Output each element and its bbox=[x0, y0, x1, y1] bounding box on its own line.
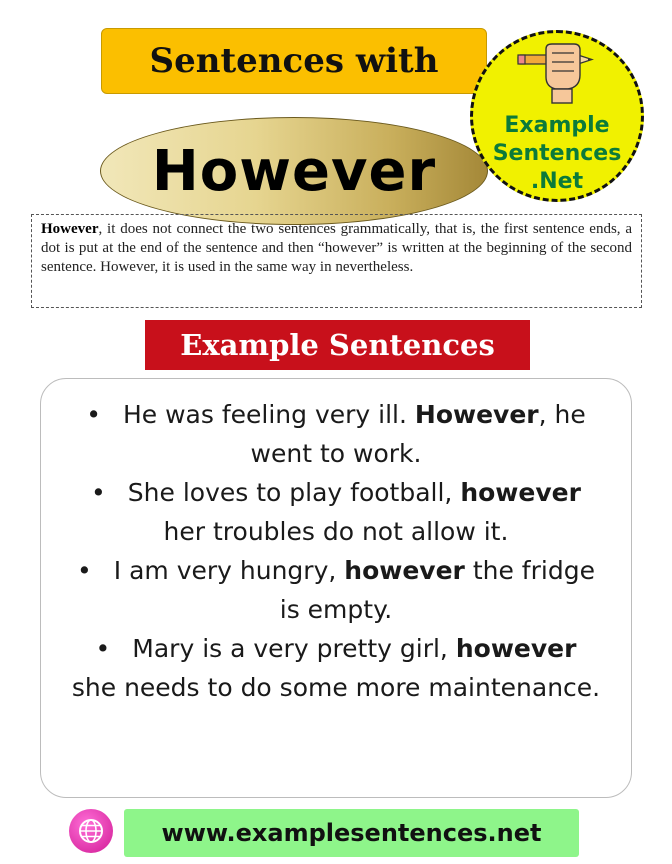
list-item bbox=[71, 551, 601, 629]
footer-url-bar[interactable] bbox=[124, 809, 579, 857]
logo-line-2: Sentences bbox=[492, 141, 622, 166]
description-box bbox=[31, 214, 642, 308]
footer-url-link[interactable]: www.examplesentences.net bbox=[161, 819, 542, 847]
globe-icon-badge[interactable] bbox=[69, 809, 113, 853]
list-item bbox=[71, 629, 601, 707]
example-text-before: She loves to play football, bbox=[127, 478, 461, 507]
example-text-before: He was feeling very ill. bbox=[122, 400, 415, 429]
example-text-after: , he went to work. bbox=[250, 400, 586, 468]
example-text-after: the fridge is empty. bbox=[279, 556, 595, 624]
example-keyword: however bbox=[344, 556, 465, 585]
site-logo[interactable] bbox=[470, 30, 644, 202]
example-text-after: her troubles do not allow it. bbox=[163, 517, 509, 546]
example-text-before: I am very hungry, bbox=[113, 556, 345, 585]
logo-line-3: .Net bbox=[530, 169, 584, 194]
example-sentences-banner bbox=[145, 320, 530, 370]
bullet-icon: • bbox=[95, 634, 111, 663]
fist-with-pencil-icon bbox=[516, 41, 600, 105]
example-text-after: she needs to do some more maintenance. bbox=[71, 673, 601, 702]
logo-line-1: Example bbox=[504, 113, 610, 138]
example-keyword: however bbox=[460, 478, 581, 507]
example-text-before: Mary is a very pretty girl, bbox=[132, 634, 456, 663]
list-item bbox=[71, 395, 601, 473]
example-keyword: However bbox=[414, 400, 539, 429]
bullet-icon: • bbox=[77, 556, 92, 585]
description-text: , it does not connect the two sentences grammatically, that is, the first sentence ends, a dot is put at the end of the sentence and then “however” is written at the beginning of the second sentence. However, it is used in the same way in nevertheless. bbox=[41, 221, 632, 275]
keyword-title: However bbox=[151, 138, 437, 204]
bullet-icon: • bbox=[91, 478, 106, 507]
page-title: Sentences with bbox=[149, 41, 439, 81]
example-keyword: however bbox=[455, 634, 577, 663]
list-item bbox=[71, 473, 601, 551]
bullet-icon: • bbox=[86, 400, 101, 429]
keyword-ellipse bbox=[100, 117, 488, 225]
title-box bbox=[101, 28, 487, 94]
globe-icon bbox=[78, 818, 104, 844]
description-keyword: However bbox=[41, 221, 99, 237]
examples-panel bbox=[40, 378, 632, 798]
banner-label: Example Sentences bbox=[180, 328, 495, 362]
